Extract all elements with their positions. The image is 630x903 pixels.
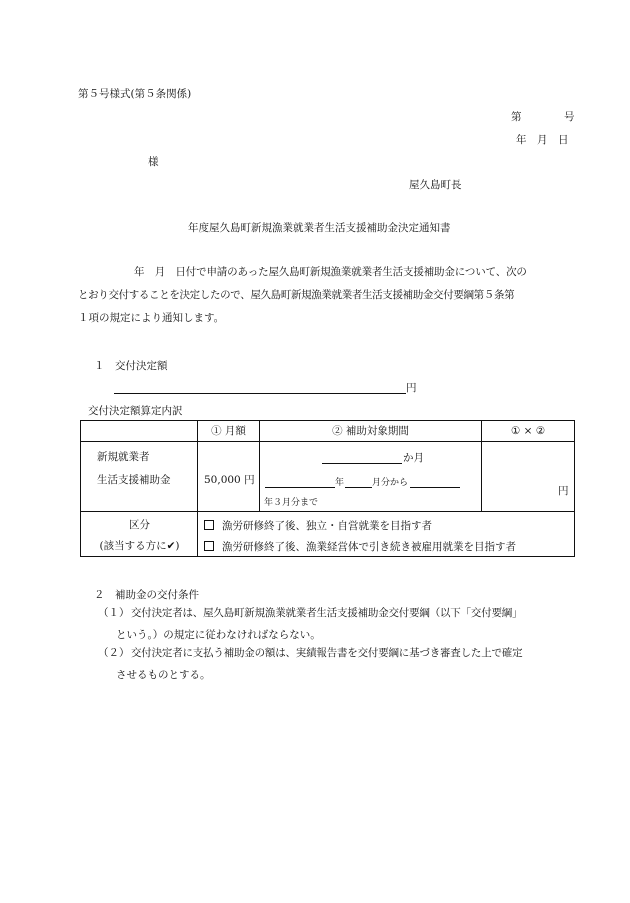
body-line-3: １項の規定により通知します。 (78, 312, 225, 324)
amount-underline (114, 393, 406, 394)
option-1-label: 漁労研修終了後、独立・自営就業を目指す者 (222, 520, 432, 532)
category-label-cell (81, 512, 198, 557)
year-blank (265, 487, 335, 488)
section-2-heading: ２ 補助金の交付条件 (94, 589, 199, 601)
condition-1-number: （１） (98, 607, 130, 619)
header-blank (81, 421, 198, 442)
form-number: 第５号様式(第５条関係) (78, 88, 192, 100)
option-1[interactable] (204, 520, 432, 532)
body-line-2: とおり交付することを決定したので、屋久島町新規漁業就業者生活支援補助金交付要綱第５条第 (78, 289, 515, 301)
breakdown-heading: 交付決定額算定内訳 (88, 405, 183, 417)
date-label: 年 月 日 (516, 134, 569, 146)
condition-2-line1: 交付決定者に支払う補助金の額は、実績報告書を交付要綱に基づき審査した上で確定 (131, 647, 523, 659)
option-2-checkbox[interactable] (204, 541, 214, 551)
from-blank (410, 487, 460, 488)
months-blank (322, 463, 402, 464)
addressee-suffix: 様 (148, 156, 159, 168)
document-title: 年度屋久島町新規漁業就業者生活支援補助金決定通知書 (188, 222, 451, 234)
option-2-label: 漁労研修終了後、漁業経営体で引き続き被雇用就業を目指す者 (222, 541, 516, 553)
option-2[interactable] (204, 541, 516, 553)
amount-unit: 円 (406, 382, 417, 394)
category-options-cell (198, 512, 575, 557)
month-from: 月分から (372, 478, 409, 488)
row-label-line2: 生活支援補助金 (97, 474, 171, 486)
option-1-checkbox[interactable] (204, 520, 214, 530)
monthly-value: 50,000 円 (204, 474, 255, 486)
number-label-right: 号 (564, 111, 575, 123)
condition-2-line2: させるものとする。 (116, 669, 211, 681)
condition-1-line2: という。）の規定に従わなければならない。 (116, 629, 321, 641)
condition-2-number: （２） (98, 647, 130, 659)
product-unit: 円 (558, 485, 569, 497)
year-mark: 年 (335, 478, 345, 488)
category-label: 区分 (129, 519, 150, 531)
section-1-heading: １ 交付決定額 (94, 360, 168, 372)
until-text: 年３月分まで (264, 498, 319, 508)
header-monthly: ① 月額 (198, 421, 260, 442)
row-label-cell (81, 442, 198, 512)
header-period: ② 補助対象期間 (260, 421, 482, 442)
row-label-line1: 新規就業者 (97, 451, 150, 463)
breakdown-table (80, 420, 575, 557)
category-hint: (該当する方に✔) (99, 540, 180, 552)
product-cell (482, 442, 575, 512)
header-product: ① × ② (482, 421, 575, 442)
months-suffix: か月 (403, 452, 424, 464)
body-line-1: 年 月 日付で申請のあった屋久島町新規漁業就業者生活支援補助金について、次の (134, 266, 527, 278)
condition-1-line1: 交付決定者は、屋久島町新規漁業就業者生活支援補助金交付要綱（以下「交付要綱」 (131, 607, 523, 619)
number-label-left: 第 (511, 111, 522, 123)
monthly-value-cell (198, 442, 260, 512)
period-cell (260, 442, 482, 512)
issuer-name: 屋久島町長 (409, 179, 462, 191)
month-blank (345, 487, 372, 488)
